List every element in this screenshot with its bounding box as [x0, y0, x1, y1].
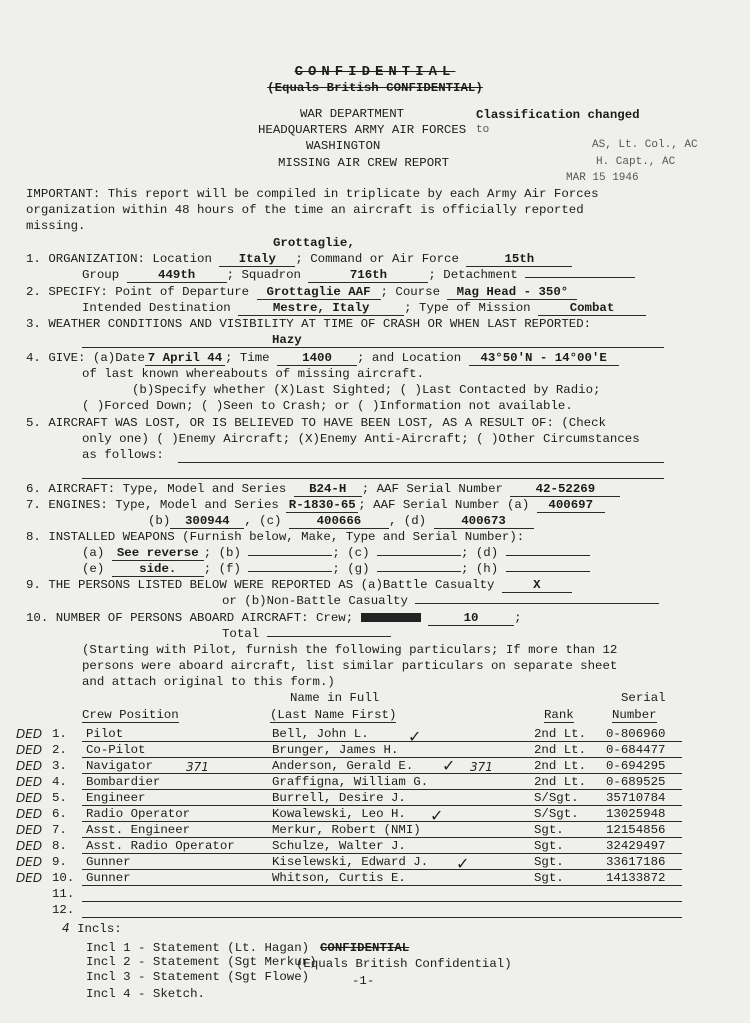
crew-serial: 0-689525 — [606, 775, 666, 789]
crew-status-mark: DED — [16, 759, 43, 773]
crew-row-number: 7. — [52, 823, 67, 837]
weapon-a-label: (a) — [82, 546, 105, 560]
item4-label: GIVE: (a)Date — [48, 351, 145, 365]
item3-num: 3. — [26, 317, 41, 331]
classification-heading: CONFIDENTIAL — [294, 64, 456, 80]
table-row-line — [82, 789, 682, 790]
crew-position: Pilot — [86, 727, 124, 741]
crew-name: Whitson, Curtis E. — [272, 871, 406, 885]
crew-name: Graffigna, William G. — [272, 775, 429, 789]
crew-name: Kowalewski, Leo H. — [272, 807, 406, 821]
header-position: Crew Position — [82, 708, 179, 722]
engine-serial-b: 300944 — [170, 514, 244, 529]
crew-status-mark: DED — [16, 855, 43, 869]
weapon-e-label: (e) — [82, 562, 105, 576]
item2-label: SPECIFY: Point of Departure — [48, 285, 250, 299]
item6-num: 6. — [26, 482, 41, 496]
crew-status-mark: DED — [16, 743, 43, 757]
weapon-h-value — [506, 571, 590, 572]
crew-status-mark: DED — [16, 791, 43, 805]
table-row-line — [82, 805, 682, 806]
crew-row-number: 9. — [52, 855, 67, 869]
destination-value: Mestre, Italy — [238, 301, 404, 316]
engine-type-value: R-1830-65 — [286, 498, 358, 513]
header-name-line2: (Last Name First) — [270, 708, 397, 722]
crew-status-mark: DED — [16, 807, 43, 821]
incl-2: Incl 2 - Statement (Sgt Merkur) — [86, 955, 317, 969]
table-row-line — [82, 853, 682, 854]
item6-row — [26, 482, 620, 497]
crew-row-number: 3. — [52, 759, 67, 773]
coordinates-value: 43°50'N - 14°00'E — [469, 351, 619, 366]
item10-row1: 10. NUMBER OF PERSONS ABOARD AIRCRAFT: Crew; 10 ; — [26, 611, 522, 625]
engine-c-label: , (c) — [244, 514, 282, 528]
crew-row-number: 12. — [52, 903, 75, 917]
crew-serial: 0-694295 — [606, 759, 666, 773]
item5-line-a — [178, 462, 664, 463]
item4-row1 — [26, 351, 619, 366]
engine-b-label: (b) — [148, 514, 171, 528]
table-row-line — [82, 821, 682, 822]
weapon-c-label: ; (c) — [332, 546, 370, 560]
item8-row — [26, 530, 524, 544]
group-label: Group — [82, 268, 120, 282]
weapon-d-label: ; (d) — [461, 546, 499, 560]
incl-label: Incls: — [77, 922, 122, 936]
reclass-stamp-line2: to — [476, 124, 490, 136]
instructions-line2: persons were aboard aircraft, list similar particulars on separate sheet — [82, 659, 618, 673]
weapons-row1 — [82, 546, 590, 561]
engine-serial-d: 400673 — [434, 514, 534, 529]
crew-serial: 0-806960 — [606, 727, 666, 741]
incl-count: 4 — [62, 921, 70, 935]
war-department: WAR DEPARTMENT — [300, 107, 405, 121]
weapon-b-label: ; (b) — [203, 546, 241, 560]
item4-line4: ( )Forced Down; ( )Seen to Crash; or ( )Information not available. — [82, 399, 573, 413]
crew-position: Radio Operator — [86, 807, 191, 821]
weapon-g-value — [377, 571, 461, 572]
header-name-line1: Name in Full — [290, 691, 380, 705]
crew-status-mark: DED — [16, 727, 43, 741]
table-row-line — [82, 837, 682, 838]
weapon-f-value — [248, 571, 332, 572]
mission-label: ; Type of Mission — [404, 301, 531, 315]
crew-status-mark: DED — [16, 839, 43, 853]
incl-heading — [62, 921, 122, 936]
item3-label: WEATHER CONDITIONS AND VISIBILITY AT TIME OF CRASH OR WHEN LAST REPORTED: — [48, 317, 592, 331]
command-value: 15th — [466, 252, 572, 267]
departure-value: Grottaglie AAF — [257, 285, 381, 300]
table-row-line — [82, 741, 682, 742]
engine-serial-c: 400666 — [289, 514, 389, 529]
crew-serial: 0-684477 — [606, 743, 666, 757]
crew-serial: 14133872 — [606, 871, 666, 885]
crew-rank: 2nd Lt. — [534, 727, 587, 741]
time-label: ; Time — [224, 351, 270, 365]
item4-line2: of last known whereabouts of missing aircraft. — [82, 367, 425, 381]
crew-rank: 2nd Lt. — [534, 775, 587, 789]
engine-serial-label: ; AAF Serial Number (a) — [358, 498, 530, 512]
crew-count-value: 10 — [428, 611, 514, 626]
reclass-stamp-line1: Classification changed — [476, 108, 640, 122]
header-serial-line2: Number — [612, 708, 657, 722]
weapon-e-value: side. — [112, 562, 204, 577]
detachment-value — [525, 277, 635, 278]
city: WASHINGTON — [306, 139, 381, 153]
item5-line2: only one) ( )Enemy Aircraft; (X)Enemy Anti-Aircraft; ( )Other Circumstances — [82, 432, 640, 446]
reclass-stamp-line4: H. Capt., AC — [596, 156, 676, 168]
total-value — [267, 636, 391, 637]
item5-num: 5. — [26, 416, 41, 430]
table-row-line — [82, 869, 682, 870]
course-value: Mag Head - 350° — [447, 285, 577, 300]
crew-row-number: 1. — [52, 727, 67, 741]
crew-row-number: 8. — [52, 839, 67, 853]
navigator-note-right: 371 — [470, 760, 493, 774]
header-serial-line1: Serial — [621, 691, 666, 705]
time-value: 1400 — [277, 351, 357, 366]
instructions-line1: (Starting with Pilot, furnish the following particulars; If more than 12 — [82, 643, 618, 657]
item5-line3: as follows: — [82, 448, 164, 462]
incl-stamp-confidential: CONFIDENTIAL — [320, 941, 410, 955]
crew-row-number: 6. — [52, 807, 67, 821]
item4-num: 4. — [26, 351, 41, 365]
page-number: -1- — [352, 974, 375, 988]
squadron-label: ; Squadron — [226, 268, 301, 282]
important-line2: organization within 48 hours of the time an aircraft is officially reported — [26, 203, 584, 217]
command-label: ; Command or Air Force — [295, 252, 459, 266]
crew-rank: 2nd Lt. — [534, 743, 587, 757]
crew-serial: 33617186 — [606, 855, 666, 869]
item7-row2 — [148, 514, 534, 529]
crew-rank: Sgt. — [534, 855, 564, 869]
non-battle-value — [415, 603, 659, 604]
item1-label: ORGANIZATION: Location — [48, 252, 212, 266]
crew-position: Engineer — [86, 791, 146, 805]
item9-row1 — [26, 578, 572, 593]
crew-position: Gunner — [86, 855, 131, 869]
crew-status-mark: DED — [16, 871, 43, 885]
weapon-h-label: ; (h) — [461, 562, 499, 576]
crew-position: Navigator — [86, 759, 153, 773]
crew-serial: 12154856 — [606, 823, 666, 837]
item1-num: 1. — [26, 252, 41, 266]
engine-serial-a: 400697 — [537, 498, 605, 513]
crew-status-mark: DED — [16, 775, 43, 789]
navigator-note-left: 371 — [186, 760, 209, 774]
crew-position: Asst. Engineer — [86, 823, 191, 837]
headquarters: HEADQUARTERS ARMY AIR FORCES — [258, 123, 467, 137]
destination-label: Intended Destination — [82, 301, 231, 315]
item8-label: INSTALLED WEAPONS (Furnish below, Make, Type and Serial Number): — [48, 530, 525, 544]
redaction-block — [361, 613, 421, 622]
item3-row — [26, 317, 591, 331]
crew-rank: S/Sgt. — [534, 791, 579, 805]
crew-name: Anderson, Gerald E. — [272, 759, 414, 773]
crew-rank: 2nd Lt. — [534, 759, 587, 773]
item9-num: 9. — [26, 578, 41, 592]
item4-line3: (b)Specify whether (X)Last Sighted; ( )Last Contacted by Radio; — [132, 383, 601, 397]
mission-value: Combat — [538, 301, 646, 316]
weapon-a-value: See reverse — [112, 546, 204, 561]
squadron-value: 716th — [308, 268, 428, 283]
weapon-b-value — [248, 555, 332, 556]
weapons-row2 — [82, 562, 590, 577]
crew-position: Co-Pilot — [86, 743, 146, 757]
weather-line — [82, 347, 664, 348]
item7-label: ENGINES: Type, Model and Series — [48, 498, 279, 512]
header-rank: Rank — [544, 708, 574, 722]
item1-row2 — [82, 268, 635, 283]
incl-1: Incl 1 - Statement (Lt. Hagan) — [86, 941, 310, 955]
location-city: Grottaglie, — [273, 236, 355, 250]
check-mark-icon: ✓ — [408, 727, 422, 746]
crew-position: Bombardier — [86, 775, 161, 789]
weather-value: Hazy — [272, 333, 302, 347]
weapon-c-value — [377, 555, 461, 556]
item1-row1 — [26, 252, 572, 267]
table-row-line — [82, 773, 682, 774]
item2-row2 — [82, 301, 646, 316]
table-row-line — [82, 901, 682, 902]
important-line3: missing. — [26, 219, 86, 233]
check-mark-icon: ✓ — [442, 756, 456, 775]
weapon-g-label: ; (g) — [332, 562, 370, 576]
battle-casualty-mark: X — [502, 578, 572, 593]
crew-serial: 13025948 — [606, 807, 666, 821]
check-mark-icon: ✓ — [456, 854, 470, 873]
aircraft-type-value: B24-H — [294, 482, 362, 497]
crew-row-number: 4. — [52, 775, 67, 789]
item10-label: NUMBER OF PERSONS ABOARD AIRCRAFT: Crew; — [55, 611, 354, 625]
weapon-d-value — [506, 555, 590, 556]
item7-row1 — [26, 498, 605, 513]
table-row-line — [82, 885, 682, 886]
crew-rank: S/Sgt. — [534, 807, 579, 821]
crew-position: Gunner — [86, 871, 131, 885]
crew-name: Brunger, James H. — [272, 743, 399, 757]
item2-num: 2. — [26, 285, 41, 299]
item5-line-b — [82, 478, 664, 479]
crew-rank: Sgt. — [534, 871, 564, 885]
crew-position: Asst. Radio Operator — [86, 839, 235, 853]
item7-num: 7. — [26, 498, 41, 512]
check-mark-icon: ✓ — [430, 806, 444, 825]
incl-3: Incl 3 - Statement (Sgt Flowe) — [86, 970, 310, 984]
incl-stamp-british: (Equals British Confidential) — [296, 957, 512, 971]
location-value: Italy — [219, 252, 295, 267]
table-row-line — [82, 917, 682, 918]
crew-rank: Sgt. — [534, 823, 564, 837]
classification-equals: (Equals British CONFIDENTIAL) — [267, 81, 483, 95]
crew-row-number: 10. — [52, 871, 75, 885]
weapon-f-label: ; (f) — [203, 562, 241, 576]
aircraft-serial-label: ; AAF Serial Number — [361, 482, 503, 496]
important-line1: IMPORTANT: This report will be compiled in triplicate by each Army Air Forces — [26, 187, 599, 201]
crew-serial: 32429497 — [606, 839, 666, 853]
incl-4: Incl 4 - Sketch. — [86, 987, 205, 1001]
item5-line1: AIRCRAFT WAS LOST, OR IS BELIEVED TO HAVE BEEN LOST, AS A RESULT OF: (Check — [48, 416, 606, 430]
item10-row2 — [222, 627, 391, 641]
total-label: Total — [222, 627, 260, 641]
item5-row1 — [26, 416, 606, 430]
crew-status-mark: DED — [16, 823, 43, 837]
item8-num: 8. — [26, 530, 41, 544]
aircraft-serial-value: 42-52269 — [510, 482, 620, 497]
item9-row2 — [222, 594, 659, 608]
crew-serial: 35710784 — [606, 791, 666, 805]
crew-name: Kiselewski, Edward J. — [272, 855, 429, 869]
group-value: 449th — [127, 268, 227, 283]
item6-label: AIRCRAFT: Type, Model and Series — [48, 482, 287, 496]
item9-label: THE PERSONS LISTED BELOW WERE REPORTED AS (a)Battle Casualty — [48, 578, 495, 592]
crew-name: Burrell, Desire J. — [272, 791, 406, 805]
item10-num: 10. — [26, 611, 49, 625]
date-value: 7 April 44 — [145, 351, 225, 366]
form-title: MISSING AIR CREW REPORT — [278, 156, 450, 170]
reclass-stamp-date: MAR 15 1946 — [566, 172, 639, 184]
crew-name: Merkur, Robert (NMI) — [272, 823, 421, 837]
course-label: ; Course — [380, 285, 441, 299]
engine-d-label: , (d) — [388, 514, 427, 528]
location-label: ; and Location — [357, 351, 462, 365]
crew-rank: Sgt. — [534, 839, 564, 853]
reclass-stamp-line3: AS, Lt. Col., AC — [592, 139, 698, 151]
crew-row-number: 2. — [52, 743, 67, 757]
instructions-line3: and attach original to this form.) — [82, 675, 335, 689]
table-row-line — [82, 757, 682, 758]
crew-row-number: 11. — [52, 887, 75, 901]
non-battle-label: or (b)Non-Battle Casualty — [222, 594, 408, 608]
crew-name: Bell, John L. — [272, 727, 369, 741]
detachment-label: ; Detachment — [428, 268, 518, 282]
crew-row-number: 5. — [52, 791, 67, 805]
crew-name: Schulze, Walter J. — [272, 839, 406, 853]
item2-row1 — [26, 285, 577, 300]
